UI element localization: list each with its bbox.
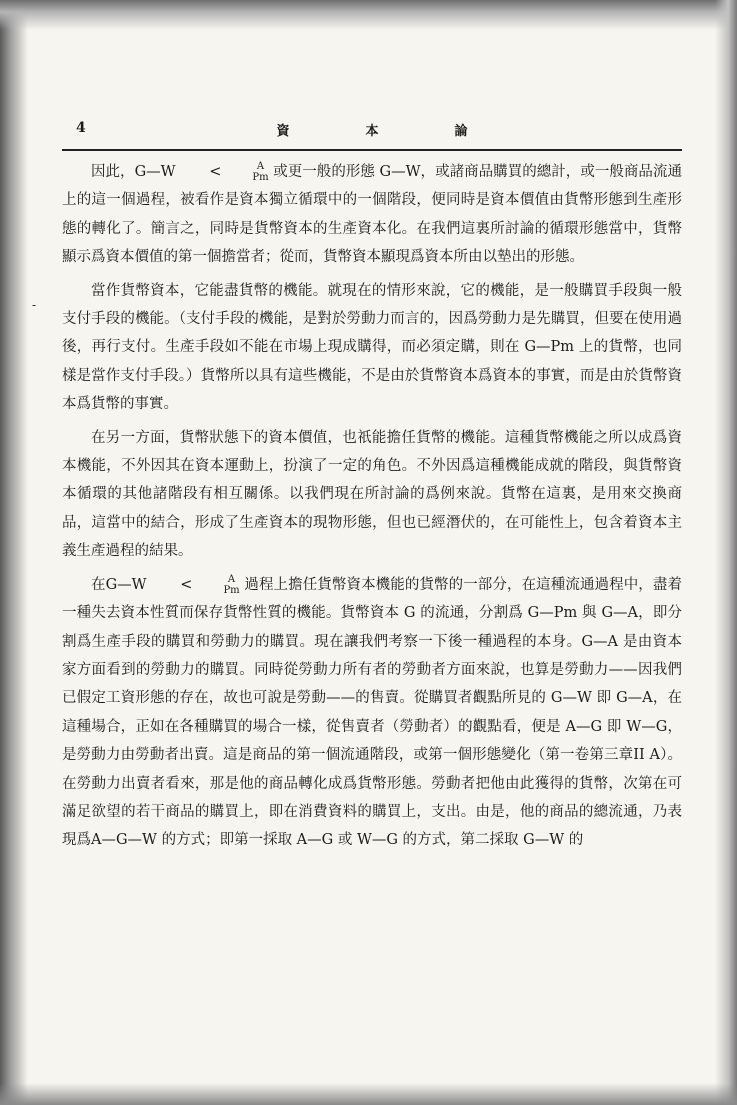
formula-top: A [227, 573, 236, 585]
body-text [62, 158, 682, 855]
formula-bottom: Pm [252, 172, 269, 183]
paragraph: 在另一方面，貨幣狀態下的資本價值，也祇能擔任貨幣的機能。這種貨幣機能之所以成爲資本機能，不外因其在資本運動上，扮演了一定的角色。不外因爲這種機能成就的階段，與貨幣資本循環的其他諸階段有相互關係。以我們現在所討論的爲例來說。貨幣在這裏，是用來交換商品，這當中的結合，形成了生產資本的現物形態，但也已經潛伏的，在可能性上，包含着資本主義生產過程的結果。 [62, 429, 682, 560]
paragraph-text: 因此，G—W [91, 164, 181, 180]
paragraph [62, 571, 682, 855]
header-rule [62, 149, 682, 151]
formula-stack [194, 574, 239, 596]
formula-arrow: < [209, 164, 222, 180]
running-title [62, 120, 682, 139]
circuit-formula [151, 571, 239, 599]
running-title-char: 論 [454, 124, 468, 139]
paragraph-text: 過程上擔任貨幣資本機能的貨幣的一部分，在這種流通過程中，盡着一種失去資本性質而保存貨幣性質的機能。貨幣資本 G 的流通，分割爲 G—Pm 與 G—A，即分割爲生產手段的購買和勞動力的購買。現在讓我們考察一下後一種過程的本身。G—A 是由資本家方面看到的勞動力的購買。同時從勞動力所有者的勞動者方面來說，也算是勞動力——因我們已假定工資形態的存在，故也可說是勞動——的售賣。從購買者觀點所見的 G—W 即 G—A，在這種場合，正如在各種購買的場合一樣，從售賣者（勞動者）的觀點看，便是 A—G 即 W—G，是勞動力由勞動者出賣。這是商品的第一個流通階段，或第一個形態變化（第一卷第三章II A）。在勞動力出賣者看來，那是他的商品轉化成爲貨幣形態。勞動者把他由此獲得的貨幣，次第在可滿足欲望的若干商品的購買上，即在消費資料的購買上，支出。由是，他的商品的總流通，乃表現爲A—G—W 的方式；即第一採取 A—G 或 W—G 的方式，第二採取 G—W 的 [62, 576, 682, 849]
formula-bottom: Pm [223, 584, 240, 596]
paragraph-text: 或更一般的形態 G—W，或諸商品購買的總計，或一般商品流通上的這一個過程，被看作是資本獨立循環中的一個階段，便同時是資本價值由貨幣形態到生產形態的轉化了。簡言之，同時是貨幣資本的生產資本化。在我們這裏所討論的循環形態當中，貨幣顯示爲資本價值的第一個擔當者；從而，貨幣資本顯現爲資本所由以墊出的形態。 [62, 164, 682, 266]
formula-arrow: < [180, 576, 193, 593]
scan-edge-bottom [0, 1083, 737, 1105]
paragraph-text: 在G—W [91, 576, 152, 593]
paragraph [62, 158, 682, 272]
scan-edge-left [0, 0, 28, 1105]
circuit-formula [180, 158, 268, 186]
running-title-char: 本 [365, 124, 379, 139]
running-header [62, 118, 682, 142]
paragraph: 當作貨幣資本，它能盡貨幣的機能。就現在的情形來說，它的機能，是一般購買手段與一般支付手段的機能。（支付手段的機能，是對於勞動力而言的，因爲勞動力是先購買，但要在使用過後，再行支付。生產手段如不能在市場上現成購得，而必須定購，則在 G—Pm 上的貨幣，也同樣是當作支付手段。）貨幣所以具有這些機能，不是由於貨幣資本爲資本的事實，而是由於貨幣資本爲貨幣的事實。 [62, 282, 682, 413]
running-title-char: 資 [276, 124, 290, 139]
margin-mark: - [32, 298, 37, 312]
formula-stack [223, 161, 268, 183]
scan-edge-top [0, 0, 737, 30]
page-number: 4 [76, 120, 86, 136]
formula-top: A [256, 161, 265, 172]
scan-edge-right [715, 0, 737, 1105]
